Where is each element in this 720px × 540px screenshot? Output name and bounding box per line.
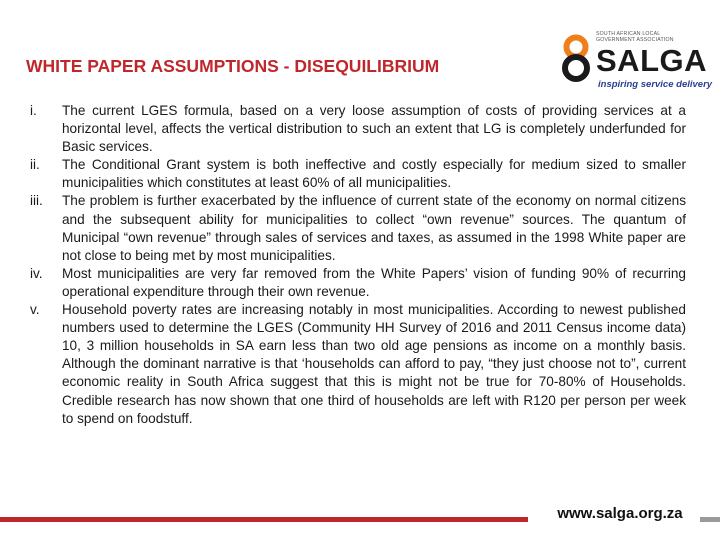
- footer-bar-grey: [700, 517, 720, 522]
- list-item-text: The problem is further exacerbated by the influence of current state of the economy on normal citizens and the subsequent ability for municipalities to collect “own revenue” sources. The quantum of Municipal “own revenue” through sales of services and taxes, as assumed in the 1998 White paper are not close to being met by most municipalities.: [62, 193, 686, 263]
- list-item-number: ii.: [30, 157, 40, 173]
- list-item-text: Most municipalities are very far removed from the White Papers’ vision of funding 90% of recurring operational expenditure through their own revenue.: [62, 265, 686, 299]
- footer-bar-red: [0, 517, 528, 522]
- list-item-text: The Conditional Grant system is both ineffective and costly especially for medium sized to smaller municipalities which constitutes at least 60% of all municipalities.: [62, 157, 686, 191]
- list-item: [30, 301, 686, 428]
- list-item: [30, 102, 686, 156]
- list-item-text: The current LGES formula, based on a very loose assumption of costs of providing services at a horizontal level, affects the vertical distribution to such an extent that LG is completely underfunded for Basic services.: [62, 103, 686, 155]
- salga-emblem-icon: [560, 34, 592, 82]
- list-item-number: i.: [30, 103, 37, 118]
- logo-tagline: inspiring service delivery: [598, 79, 713, 90]
- list-item-number: v.: [30, 302, 40, 318]
- salga-logo: [560, 30, 713, 94]
- website-link[interactable]: www.salga.org.za: [540, 502, 700, 526]
- logo-association-name: SOUTH AFRICAN LOCAL GOVERNMENT ASSOCIATION: [596, 31, 674, 43]
- logo-wordmark: SALGA: [596, 43, 707, 78]
- assumptions-list: [30, 102, 686, 428]
- list-item: [30, 265, 686, 301]
- list-item-number: iv.: [30, 265, 43, 281]
- list-item-number: iii.: [30, 193, 43, 209]
- slide-title: WHITE PAPER ASSUMPTIONS - DISEQUILIBRIUM: [26, 56, 440, 76]
- list-item-text: Household poverty rates are increasing notably in most municipalities. According to newest published numbers used to determine the LGES (Community HH Survey of 2016 and 2011 Census income data) 10, 3 million households in SA earn less than two old age pensions as income on a monthly basis. Although the dominant narrative is that ‘households can afford to pay, “they just choose not to”, current economic reality in South Africa suggest that this is might not be true for 70-80% of Households. Credible research has now shown that one third of households are left with R120 per person per week to spend on foodstuff.: [62, 302, 686, 426]
- list-item: [30, 192, 686, 264]
- list-item: [30, 156, 686, 192]
